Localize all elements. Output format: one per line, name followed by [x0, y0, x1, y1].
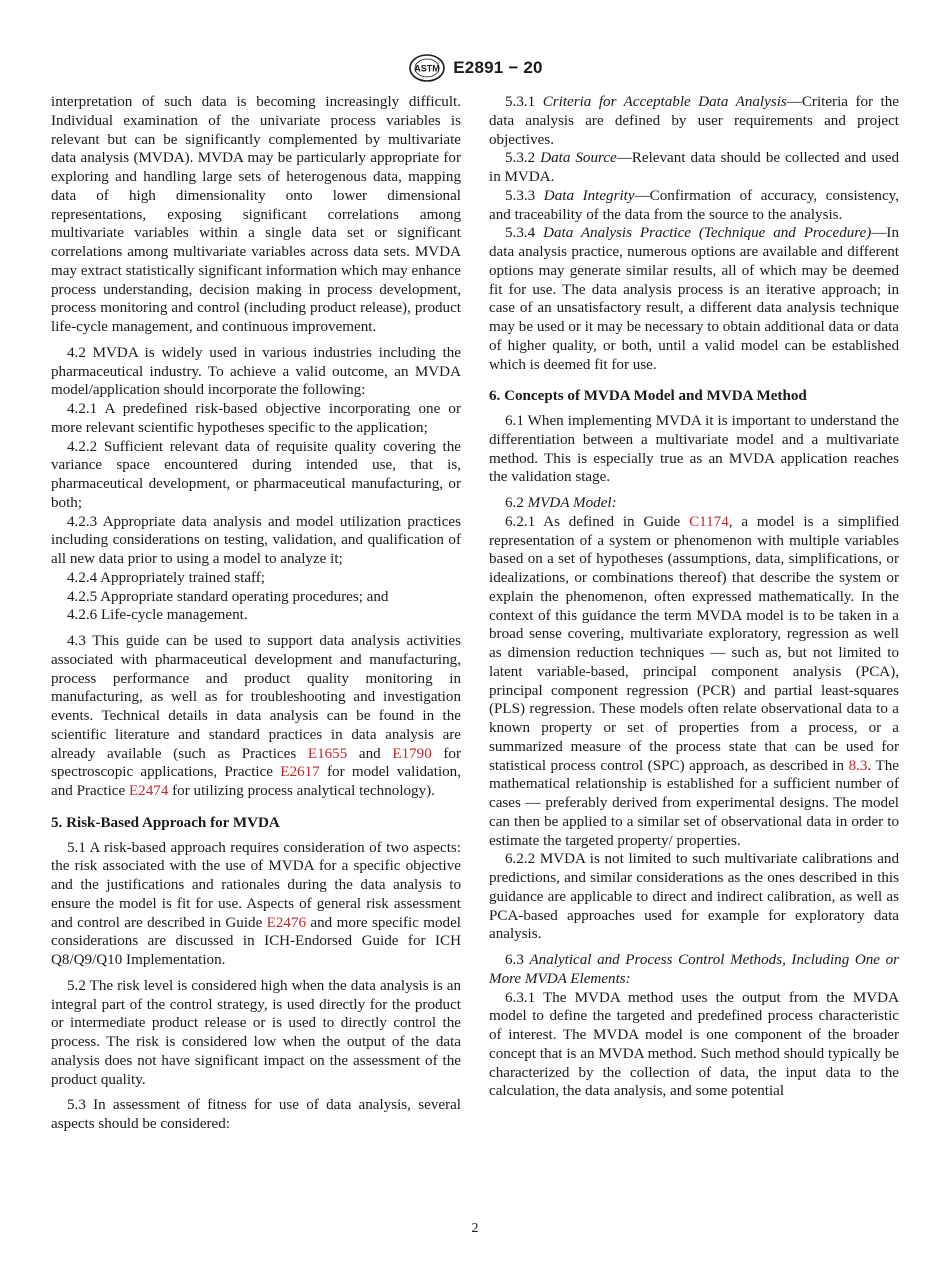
section-6-2-1: 6.2.1 As defined in Guide C1174, a model is a simplified representation of a system or phenomenon with multiple variables based on a set of hypotheses (assumptions, data, simplifications, or idealizations, or combinations thereof) that describe the system or explain the phenomenon, often expressed mathematically. In the context of this guidance the term MVDA model is to be taken in a broad sense covering, multivariate exploratory, regression as well as dimension reduction techniques — such as, but not limited to latent variable-based, principal component analysis (PCA), principal component regression (PCR) and partial least-squares (PLS) regression. These models often relate observational data to a known property or set of properties from a process, or a summarized measure of the process state that can be used for statistical process control (SPC) approach, as described in 8.3. The mathematical relationship is established for a sufficient number of cases — preferably derived from experimental designs. The model can then be applied to a similar set of observational data in order to estimate the targeted property/ properties.	[489, 513, 899, 849]
ref-link-e2474[interactable]: E2474	[128, 783, 169, 799]
section-5-3-3: 5.3.3 Data Integrity—Confirmation of accuracy, consistency, and traceability of the data from the source to the analysis.	[489, 187, 899, 223]
page-header	[0, 50, 950, 86]
left-column	[51, 93, 461, 1134]
section-4-2-6: 4.2.6 Life-cycle management.	[67, 607, 248, 624]
paragraph-continued: interpretation of such data is becoming increasingly difficult. Individual examination of the univariate process variables is relevant but can be significantly complemented by multivariate data analysis (MVDA). MVDA may be particularly appropriate for exploring and handling large sets of heterogenous data, mapping data of high dimensionality onto lower dimensional representations, exposing significant correlations among multivariate variables within a single data set or significant correlations among multivariate variables across data sets. MVDA may extract statistically significant information which may enhance process understanding, decision making in process development, process monitoring and control (including product release), product life-cycle management, and continuous improvement.	[51, 94, 461, 335]
astm-logo-text: ASTM	[414, 63, 441, 74]
ref-link-e1790[interactable]: E1790	[392, 745, 432, 762]
section-6-2: 6.2 MVDA Model:	[505, 495, 617, 511]
page-number: 2	[471, 1221, 479, 1236]
right-column	[489, 93, 899, 1101]
section-6-3-1: 6.3.1 The MVDA method uses the output from the MVDA model to define the targeted and predefined process characteristic of interest. The MVDA model is one component of the broader concept that is an MVDA method. Such method should typically be characterized by the collection of data, the input data to the calculation, the data analysis, and some potential	[489, 989, 899, 1100]
section-6-2-2: 6.2.2 MVDA is not limited to such multivariate calibrations and predictions, and similar considerations as the ones described in this guidance are applicable to direct and indirect calibration, as well as PCA-based approaches used for example for exploratory data analysis.	[489, 851, 899, 943]
section-6-1: 6.1 When implementing MVDA it is important to understand the differentiation between a multivariate model and a multivariate method. This is especially true as an MVDA application reaches the validation stage.	[489, 413, 899, 486]
section-5-3-4: 5.3.4 Data Analysis Practice (Technique and Procedure)—In data analysis practice, numerous options are available and different options may generate similar results, all of which may be deemed fit for use. The data analysis process is an iterative approach; in case of an unsatisfactory result, a different data analysis technique may be used or it may be necessary to obtain additional data or data of higher quality, or both, until a valid model can be established which is deemed fit for use.	[489, 225, 899, 373]
section-5-3: 5.3 In assessment of fitness for use of data analysis, several aspects should be considered:	[51, 1097, 461, 1132]
section-4-2: 4.2 MVDA is widely used in various industries including the pharmaceutical industry. To achieve a valid outcome, an MVDA model/application should incorporate the following:	[51, 344, 461, 399]
section-4-2-5: 4.2.5 Appropriate standard operating procedures; and	[67, 588, 389, 605]
ref-link-e2476[interactable]: E2476	[266, 914, 307, 931]
section-5-heading: 5. Risk-Based Approach for MVDA	[51, 814, 280, 831]
ref-link-c1174[interactable]: C1174	[689, 513, 729, 530]
section-6-3: 6.3 Analytical and Process Control Methods, Including One or More MVDA Elements:	[489, 952, 899, 987]
ref-link-e1655[interactable]: E1655	[307, 745, 348, 762]
section-4-2-2: 4.2.2 Sufficient relevant data of requisite quality covering the variance space encountered during intended use, that is, pharmaceutical development, or pharmaceutical manufacturing, or both;	[51, 438, 461, 511]
section-5-3-1: 5.3.1 Criteria for Acceptable Data Analysis—Criteria for the data analysis are defined by user requirements and project objectives.	[489, 94, 899, 148]
ref-link-8-3[interactable]: 8.3	[848, 757, 868, 774]
astm-logo-icon	[407, 53, 447, 83]
ref-link-e2617[interactable]: E2617	[280, 764, 320, 781]
section-5-1: 5.1 A risk-based approach requires consideration of two aspects: the risk associated with the use of MVDA for a specific objective and the justifications and rationales during the data analysis to ensure the model is fit for use. Aspects of general risk assessment and control are described in Guide E2476 and more specific model considerations are discussed in ICH-Endorsed Guide for ICH Q8/Q9/Q10 Implementation.	[51, 839, 461, 968]
section-5-3-2: 5.3.2 Data Source—Relevant data should be collected and used in MVDA.	[489, 150, 899, 185]
section-5-2: 5.2 The risk level is considered high when the data analysis is an integral part of the control strategy, is used directly for the product or intermediate product release or is used to directly control the process. The risk is considered low when the output of the data analysis does not have significant impact on the assessment of the product quality.	[51, 977, 461, 1088]
standard-designation: E2891 − 20	[453, 58, 543, 77]
section-6-heading: 6. Concepts of MVDA Model and MVDA Method	[489, 388, 807, 405]
section-4-3: 4.3 This guide can be used to support data analysis activities associated with pharmaceutical development and manufacturing, process performance and product quality monitoring in manufacturing, as well as for troubleshooting and investigation events. Technical details in data analysis can be found in the scientific literature and standard practices in data analysis are already available (such as Practices E1655 and E1790 for spectroscopic applications, Practice E2617 for model validation, and Practice E2474 for utilizing process analytical technology).	[51, 633, 462, 799]
section-4-2-3: 4.2.3 Appropriate data analysis and model utilization practices including considerations on testing, validation, and qualification of all new data prior to using a model to analyze it;	[51, 513, 461, 567]
section-4-2-4: 4.2.4 Appropriately trained staff;	[67, 569, 265, 586]
section-4-2-1: 4.2.1 A predefined risk-based objective incorporating one or more relevant scientific hypotheses specific to the application;	[51, 401, 461, 436]
